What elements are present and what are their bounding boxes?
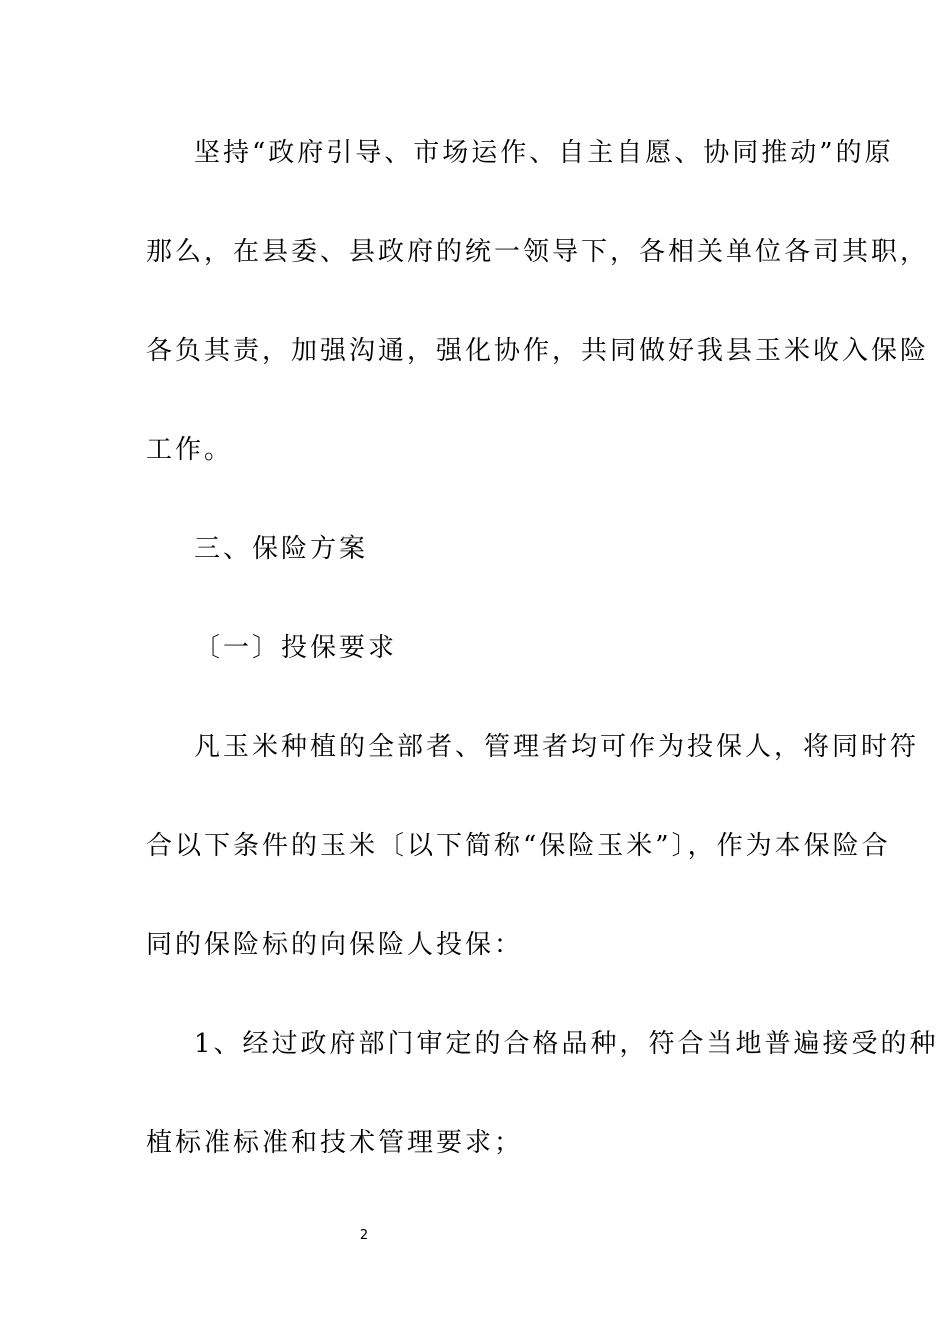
- paragraph-line: 同的保险标的向保险人投保：: [146, 930, 524, 960]
- subsection-heading: 〔一〕投保要求: [194, 633, 398, 663]
- section-heading: 三、保险方案: [194, 534, 369, 564]
- paragraph-line: 各负其责，加强沟通，强化协作，共同做好我县玉米收入保险: [146, 336, 930, 366]
- paragraph-line: 坚持“政府引导、市场运作、自主自愿、协同推动”的原: [194, 138, 894, 168]
- page-number: 2: [359, 1228, 369, 1243]
- list-item-line: 植标准标准和技术管理要求；: [146, 1128, 524, 1158]
- paragraph-line: 那么，在县委、县政府的统一领导下，各相关单位各司其职，: [146, 237, 930, 267]
- paragraph-line: 凡玉米种植的全部者、管理者均可作为投保人，将同时符: [194, 732, 920, 762]
- paragraph-line: 工作。: [146, 435, 234, 465]
- paragraph-line: 合以下条件的玉米〔以下简称“保险玉米”〕，作为本保险合: [146, 831, 891, 861]
- list-item-line: 1、经过政府部门审定的合格品种，符合当地普遍接受的种: [194, 1029, 939, 1059]
